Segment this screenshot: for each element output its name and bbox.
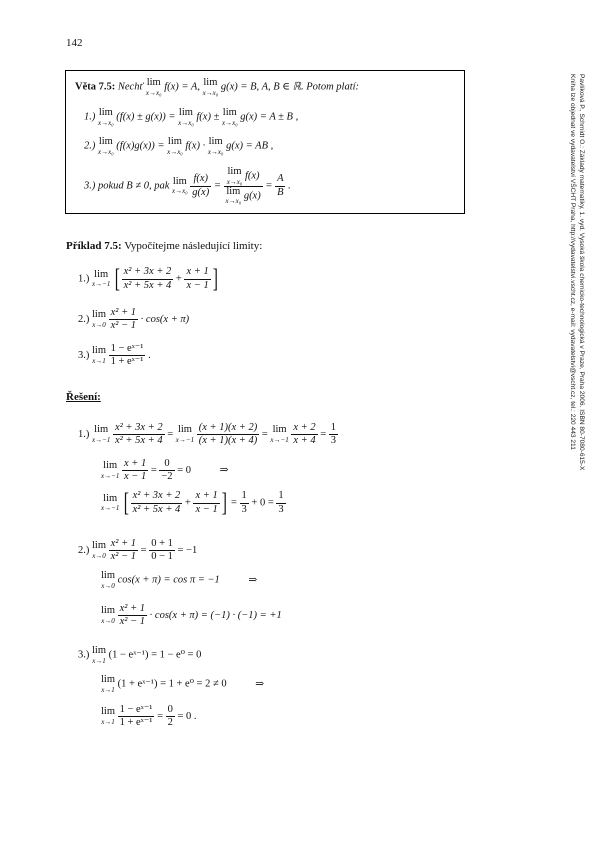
denominator: x² + 5x + 4 — [114, 435, 163, 447]
expr: g(x) = AB , — [226, 140, 274, 152]
theorem-text: Nechť — [117, 81, 144, 93]
expr: (1 − eˣ⁻¹) = 1 − e⁰ = 0 — [108, 649, 202, 661]
fraction — [291, 422, 317, 447]
numerator: 1 — [276, 490, 285, 503]
numerator: 1 — [240, 490, 249, 503]
numerator: x + 1 — [122, 458, 148, 471]
item-number: 2.) — [78, 544, 90, 556]
item-number: 2.) — [84, 140, 96, 152]
lim: lim — [94, 268, 109, 280]
item-number: 3.) — [78, 649, 90, 661]
fraction — [184, 266, 210, 291]
fraction — [149, 538, 175, 563]
expr: f(x) · — [185, 140, 206, 152]
item-number: 2.) — [78, 313, 90, 325]
denominator — [224, 187, 263, 206]
expr: · cos(x + π) — [140, 313, 190, 325]
fraction — [109, 343, 146, 368]
solution-3-line-2 — [101, 675, 264, 694]
fraction — [276, 490, 285, 515]
numerator: x + 1 — [184, 266, 210, 279]
lim-sub: x→x₀ — [98, 147, 114, 156]
lim: lim — [101, 570, 116, 581]
solution-2-line-1: 2.) lim x→0 $\frac{\text{x² + 1}}{\text{x² − 1}}$ = $\frac{0 + 1}{0 - 1}$ = −1 — [78, 538, 198, 563]
lim-sub: x→x₀ — [207, 147, 224, 156]
fraction — [159, 458, 174, 483]
numerator: 0 — [166, 704, 175, 717]
citation-line-2: Kniha lze objednat ve vydavatelství VŠCHT Praha, http://vydavatelstvi.vscht.cz, e-mail: vydavatelstvi@vscht.cz, tel.: 220 443 211 — [569, 74, 576, 450]
expr: g(x) — [243, 190, 261, 202]
lim-sub: x→x₀ — [167, 147, 183, 156]
numerator: 1 − eˣ⁻¹ — [118, 704, 155, 717]
fraction — [122, 458, 148, 483]
lim: lim — [177, 424, 192, 436]
solution-2-line-3 — [101, 603, 282, 628]
lim-sub: x→1 — [92, 356, 106, 365]
page-number: 142 — [66, 37, 83, 49]
lim: lim — [146, 77, 161, 88]
lim: lim — [101, 706, 116, 718]
theorem-label: Věta 7.5: — [75, 81, 116, 93]
numerator: x² + 1 — [118, 603, 147, 616]
example-2 — [78, 307, 189, 332]
lim-sub: x→x₀ — [98, 118, 114, 127]
numerator: x + 2 — [291, 422, 317, 435]
theorem-text: g(x) = B, A, B ∈ ℝ. Potom platí: — [220, 81, 360, 93]
lim-sub: x→x₀ — [172, 187, 188, 196]
implies-symbol: ⇒ — [255, 678, 265, 690]
theorem-item-2 — [84, 137, 273, 156]
denominator: 3 — [330, 435, 337, 447]
numerator: 1 − eˣ⁻¹ — [109, 343, 146, 356]
item-number: 1.) — [78, 428, 90, 440]
numerator: x² + 3x + 2 — [131, 490, 183, 503]
expr: g(x) = A ± B , — [240, 111, 299, 123]
lim: lim — [226, 185, 241, 197]
numerator: f(x) — [190, 173, 211, 186]
item-number: 3.) — [84, 180, 96, 192]
numerator: 1 — [329, 422, 338, 435]
lim: lim — [178, 107, 193, 118]
theorem-item-1 — [84, 108, 298, 127]
solution-heading: Řešení: — [66, 391, 101, 403]
fraction-of-limits — [224, 167, 263, 205]
fraction — [118, 704, 155, 729]
numerator — [224, 167, 263, 187]
theorem-box — [65, 70, 465, 214]
fraction — [197, 422, 259, 447]
lim: lim — [208, 136, 223, 147]
expr: . — [148, 349, 151, 361]
numerator: (x + 1)(x + 2) — [197, 422, 259, 435]
lim: lim — [92, 345, 107, 357]
lim-sub: x→0 — [92, 551, 106, 560]
denominator: 3 — [241, 503, 247, 515]
denominator: (x + 1)(x + 4) — [198, 435, 258, 447]
fraction — [118, 603, 147, 628]
lim: lim — [98, 136, 113, 147]
lim-sub: x→x₀ — [226, 177, 243, 186]
numerator: 0 + 1 — [149, 538, 175, 551]
solution-1-line-3: lim x→−1 [ $\frac{\text{x² + 3x + 2}}{\text{x² + 5x + 4}}$ + $\frac{x + 1}{x - 1}$ ] = $\frac{1}{3}$ + 0 = $\frac{1}{3}$ — [101, 488, 284, 517]
lim: lim — [92, 645, 107, 656]
example-text: Vypočítejme následující limity: — [124, 240, 263, 252]
citation-text — [568, 74, 586, 470]
lim-sub: x→−1 — [92, 280, 111, 289]
solution-3-line-3: lim x→1 $\frac{\text{1 − eˣ⁻¹}}{\text{1 + eˣ⁻¹}}$ = $\frac{0}{2}$ = 0 . — [101, 704, 197, 729]
lim-sub: x→x₀ — [221, 118, 238, 127]
example-label: Příklad 7.5: — [66, 240, 122, 252]
expr: cos(x + π) = cos π = −1 — [117, 574, 220, 586]
fraction — [166, 704, 175, 729]
numerator: x² + 3x + 2 — [122, 266, 174, 279]
lim: lim — [103, 460, 118, 472]
solution-2-line-2 — [101, 571, 257, 590]
denominator: 3 — [278, 503, 284, 515]
fraction — [240, 490, 249, 515]
lim: lim — [98, 107, 113, 118]
denominator: 1 + eˣ⁻¹ — [110, 356, 144, 368]
fraction — [275, 173, 285, 198]
lim: lim — [222, 107, 237, 118]
expr: · cos(x + π) = (−1) · (−1) = +1 — [149, 609, 282, 621]
numerator: x² + 1 — [109, 538, 138, 551]
theorem-item-3: 3.) pokud B ≠ 0, pak lim x→x₀ $\frac{f(x)}{g(x)}$ = lim x→x₀ f(x) lim x→x₀ g(x) = $\frac{A}{B}$ . — [84, 166, 291, 205]
citation-line-1: Pavlíková P., Schmidt O.: Základy matematiky, 1. vyd. Vysoká škola chemicko-technologická v Praze, Praha 2006. ISBN 80-7080-615-X — [578, 74, 585, 471]
theorem-statement — [75, 78, 359, 97]
expr: f(x) — [244, 170, 260, 182]
lim-sub: x→0 — [101, 581, 115, 590]
solution-1-line-1: 1.) lim x→−1 $\frac{\text{x² + 3x + 2}}{\text{x² + 5x + 4}}$ = lim x→−1 $\frac{(x + 1)(x + 2)}{(x + 1)(x + 4)}$ = lim x→−1 $\frac{x + 2}{x + 4}$ = $\frac{1}{3}$ — [78, 422, 337, 447]
fraction — [122, 266, 174, 291]
denominator: −2 — [161, 471, 173, 483]
numerator: A — [275, 173, 285, 186]
example-3 — [78, 343, 151, 368]
lim-sub: x→−1 — [101, 471, 120, 480]
denominator: 1 + eˣ⁻¹ — [119, 717, 153, 729]
expr: + 0 = — [251, 497, 274, 509]
numerator: x + 1 — [193, 490, 219, 503]
item-number: 1.) — [84, 111, 96, 123]
expr: (1 + eˣ⁻¹) = 1 + e⁰ = 2 ≠ 0 — [117, 678, 227, 690]
lim-sub: x→−1 — [101, 504, 120, 513]
item-number: 1.) — [78, 273, 90, 285]
lim: lim — [167, 136, 182, 147]
expr: (f(x)g(x)) = — [116, 140, 165, 152]
solution-1-line-2: lim x→−1 $\frac{x + 1}{x - 1}$ = $\frac{0}{-2}$ = 0 ⇒ — [101, 458, 229, 483]
lim-sub: x→1 — [92, 656, 106, 665]
numerator: x² + 3x + 2 — [113, 422, 165, 435]
lim-sub: x→x₀ — [202, 88, 219, 97]
fraction — [109, 307, 138, 332]
denominator: x² − 1 — [110, 320, 137, 332]
item-number: 3.) — [78, 349, 90, 361]
fraction — [193, 490, 219, 515]
lim-sub: x→0 — [101, 616, 115, 625]
lim-sub: x→x₀ — [178, 118, 194, 127]
lim: lim — [92, 309, 107, 321]
fraction — [113, 422, 165, 447]
lim: lim — [101, 605, 116, 617]
lim: lim — [227, 166, 242, 177]
denominator: x² + 5x + 4 — [132, 503, 181, 515]
lim-sub: x→1 — [101, 717, 115, 726]
lim: lim — [203, 77, 218, 88]
expr: = −1 — [177, 544, 198, 556]
denominator: x² + 5x + 4 — [123, 279, 172, 291]
numerator: x² + 1 — [109, 307, 138, 320]
fraction — [109, 538, 138, 563]
implies-symbol: ⇒ — [219, 464, 229, 476]
denominator: x² − 1 — [119, 616, 146, 628]
fraction — [131, 490, 183, 515]
denominator: B — [277, 186, 284, 198]
lim: lim — [101, 674, 116, 685]
lim-sub: x→0 — [92, 320, 106, 329]
fraction — [190, 173, 211, 198]
lim-sub: x→−1 — [175, 435, 195, 444]
expr: pokud B ≠ 0, pak — [98, 180, 170, 192]
lim: lim — [103, 492, 118, 504]
lim: lim — [94, 424, 109, 436]
denominator: 0 − 1 — [151, 551, 173, 563]
denominator: 2 — [167, 717, 173, 729]
sidebar-citation — [568, 74, 588, 594]
lim-sub: x→−1 — [92, 435, 111, 444]
denominator: x − 1 — [195, 503, 218, 515]
denominator: x² − 1 — [110, 551, 137, 563]
fraction — [329, 422, 338, 447]
lim: lim — [172, 175, 187, 187]
example-1: 1.) lim x→−1 [ $\frac{\text{x² + 3x + 2}}{\text{x² + 5x + 4}}$ + $\frac{x + 1}{x - 1}$ ] — [78, 264, 218, 293]
denominator: g(x) — [192, 186, 210, 198]
lim: lim — [272, 424, 287, 436]
implies-symbol: ⇒ — [248, 574, 258, 586]
denominator: x − 1 — [186, 279, 209, 291]
lim-sub: x→−1 — [270, 435, 289, 444]
example-heading — [66, 240, 262, 252]
lim-sub: x→1 — [101, 685, 115, 694]
theorem-text: f(x) = A, — [164, 81, 200, 93]
lim: lim — [92, 540, 107, 552]
expr: f(x) ± — [196, 111, 220, 123]
denominator: x + 4 — [293, 435, 316, 447]
numerator: 0 — [159, 458, 174, 471]
denominator: x − 1 — [123, 471, 147, 483]
solution-3-line-1 — [78, 646, 201, 665]
lim-sub: x→x₀ — [225, 197, 242, 205]
expr: = 0 — [177, 464, 191, 476]
expr: = 0 . — [177, 710, 197, 722]
lim-sub: x→x₀ — [145, 88, 162, 97]
expr: (f(x) ± g(x)) = — [116, 111, 176, 123]
